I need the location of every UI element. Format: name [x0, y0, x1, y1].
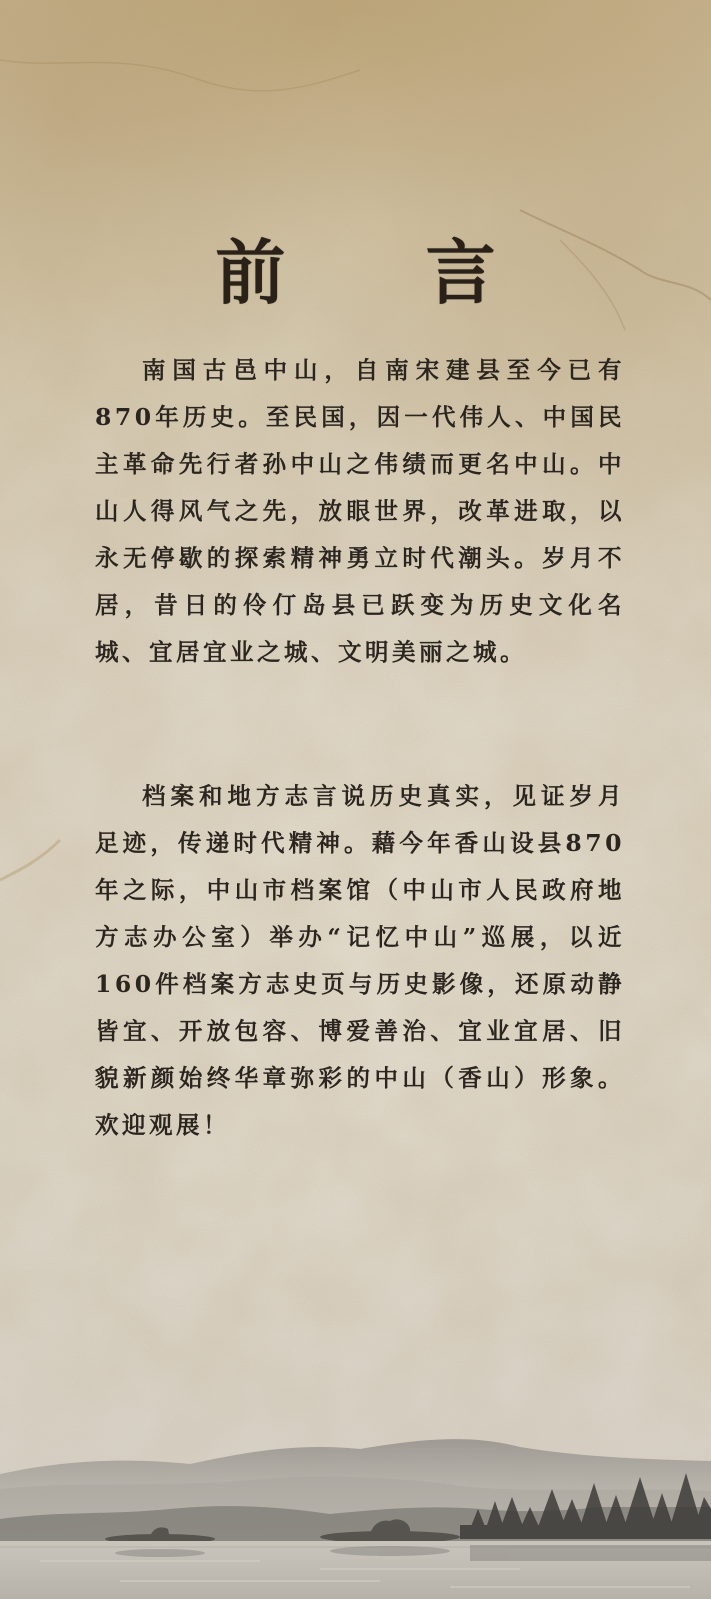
ink-landscape-illustration	[0, 1369, 711, 1599]
preface-title: 前 言	[215, 231, 554, 314]
preface-paragraph-2: 档案和地方志言说历史真实，见证岁月足迹，传递时代精神。藉今年香山设县870年之际，中山市档案馆（中山市人民政府地方志办公室）举办“记忆中山”巡展，以近160件档案方志史页与历史影像，还原动静皆宜、开放包容、博爱善治、宜业宜居、旧貌新颜始终华章弥彩的中山（香山）形象。欢迎观展！	[95, 782, 625, 1139]
preface-paragraph-1: 南国古邑中山，自南宋建县至今已有870年历史。至民国，因一代伟人、中国民主革命先行者孙中山之伟绩而更名中山。中山人得风气之先，放眼世界，改革进取，以永无停歇的探索精神勇立时代潮头。岁月不居，昔日的伶仃岛县已跃变为历史文化名城、宜居宜业之城、文明美丽之城。	[95, 356, 625, 666]
